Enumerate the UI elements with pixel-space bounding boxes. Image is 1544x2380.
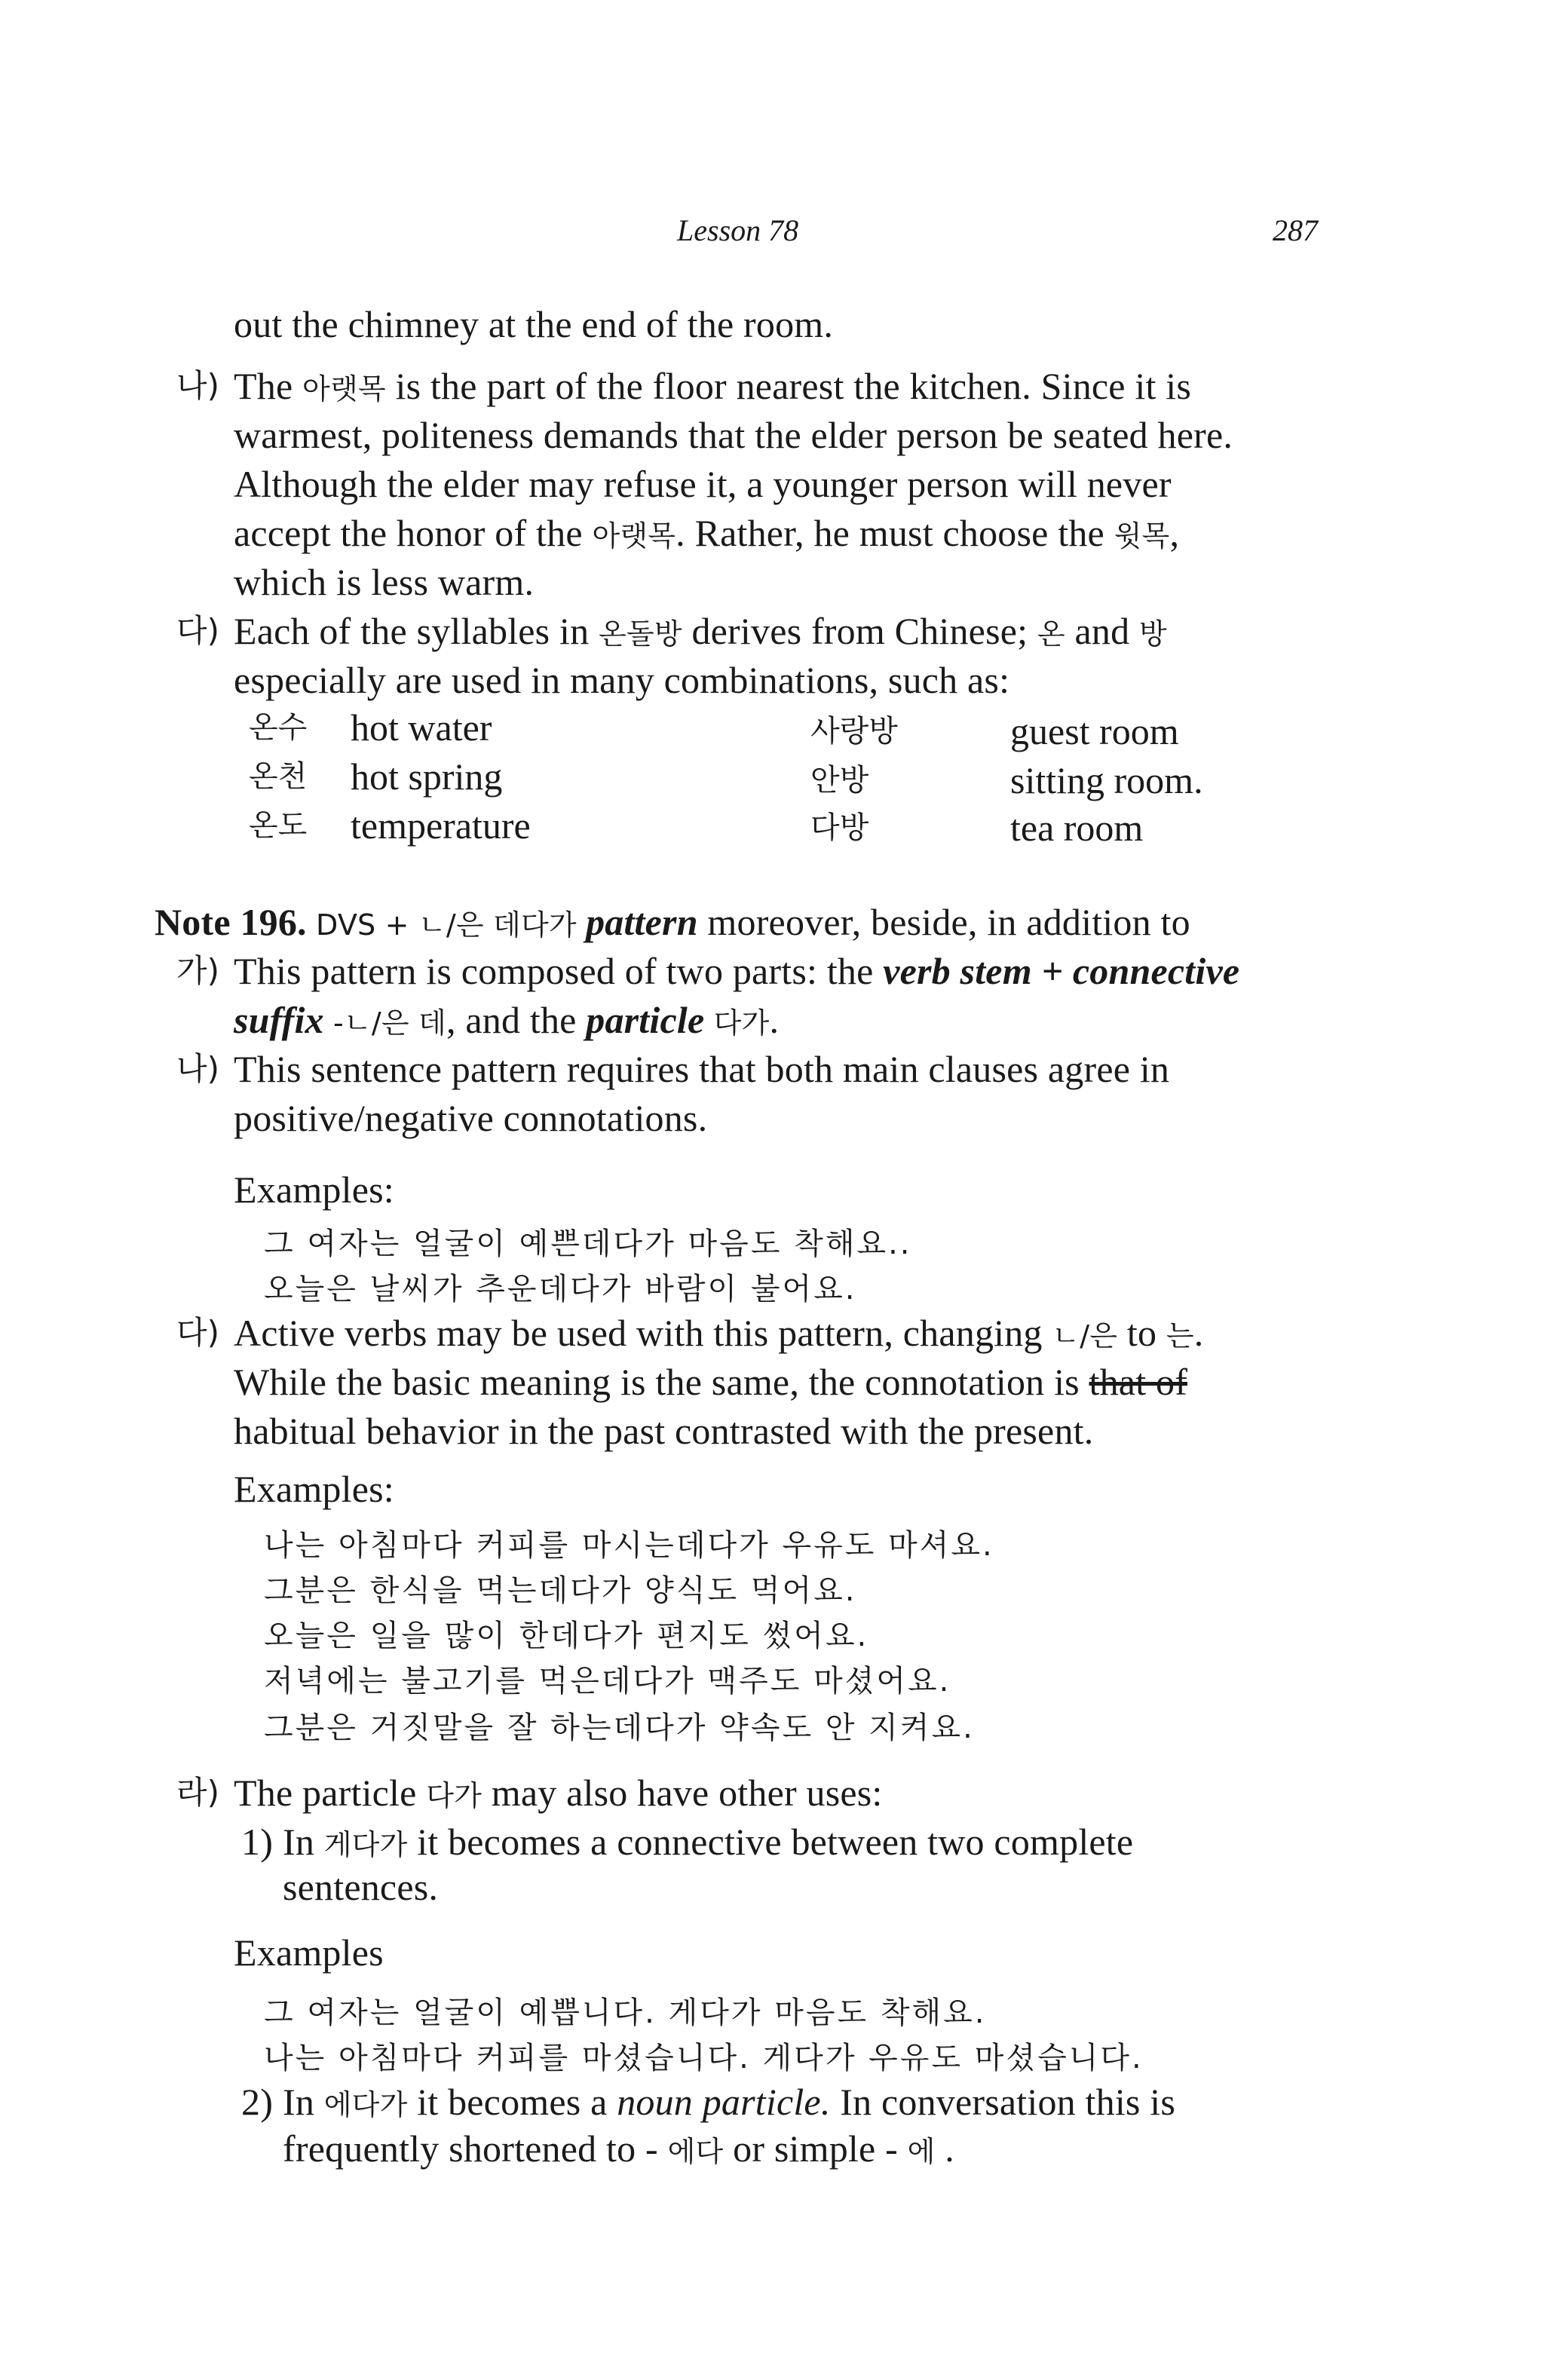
text-line: which is less warm. <box>234 561 535 603</box>
item-number: 1) <box>241 1821 274 1863</box>
text-line: While the basic meaning is the same, the connotation is that of <box>234 1361 1188 1403</box>
text-line: Active verbs may be used with this pattern, changing ㄴ/은 to 는. <box>234 1312 1204 1354</box>
text-line: In 에다가 it becomes a noun particle. In conversation this is <box>283 2081 1176 2123</box>
example-sentence: 그 여자는 얼굴이 예쁩니다. 게다가 마음도 착해요. <box>264 1996 987 2030</box>
section-marker: 나) <box>176 367 219 404</box>
examples-label: Examples: <box>234 1169 394 1211</box>
examples-label: Examples: <box>234 1468 394 1510</box>
running-head: Lesson 78 <box>677 213 799 247</box>
examples-label: Examples <box>234 1931 384 1974</box>
text-line: Each of the syllables in 온돌방 derives from Chinese; 온 and 방 <box>234 610 1167 652</box>
section-marker: 다) <box>176 612 219 649</box>
vocab-english: temperature <box>351 804 531 847</box>
section-marker: 다) <box>176 1314 219 1351</box>
section-marker: 라) <box>176 1774 219 1811</box>
text-line: This sentence pattern requires that both main clauses agree in <box>234 1048 1170 1090</box>
section-marker: 가) <box>176 952 219 989</box>
example-sentence: 그분은 한식을 먹는데다가 양식도 먹어요. <box>264 1573 857 1608</box>
page-number: 287 <box>1273 213 1318 247</box>
text-line: In 게다가 it becomes a connective between two complete <box>283 1821 1134 1863</box>
text-line: sentences. <box>283 1866 439 1908</box>
example-sentence: 그 여자는 얼굴이 예쁜데다가 마음도 착해요.. <box>264 1227 912 1261</box>
text-line: warmest, politeness demands that the elder person be seated here. <box>234 414 1233 456</box>
note-heading: Note 196. DVS + ㄴ/은 데다가 pattern moreover, beside, in addition to <box>155 901 1190 943</box>
text-line: frequently shortened to - 에다 or simple - 에 . <box>283 2127 954 2170</box>
vocab-english: hot water <box>351 706 492 749</box>
example-sentence: 그분은 거짓말을 잘 하는데다가 약속도 안 지켜요. <box>264 1711 975 1745</box>
example-sentence: 나는 아침마다 커피를 마시는데다가 우유도 마셔요. <box>264 1528 994 1563</box>
vocab-korean: 안방 <box>810 763 869 798</box>
section-marker: 나) <box>176 1050 219 1087</box>
text-line: suffix -ㄴ/은 데, and the particle 다가. <box>234 999 780 1041</box>
example-sentence: 저녁에는 불고기를 먹은데다가 맥주도 마셨어요. <box>264 1664 951 1698</box>
vocab-korean: 온수 <box>249 710 308 745</box>
text-line: especially are used in many combinations, such as: <box>234 659 1010 701</box>
vocab-english: sitting room. <box>1010 759 1203 801</box>
vocab-korean: 사랑방 <box>810 714 898 749</box>
text-line: habitual behavior in the past contrasted with the present. <box>234 1410 1094 1452</box>
text-line: positive/negative connotations. <box>234 1097 708 1139</box>
vocab-english: hot spring <box>351 755 503 798</box>
example-sentence: 오늘은 일을 많이 한데다가 편지도 썼어요. <box>264 1619 869 1653</box>
vocab-korean: 온천 <box>249 759 308 794</box>
text-line: The particle 다가 may also have other uses: <box>234 1772 883 1814</box>
vocab-korean: 다방 <box>810 810 869 845</box>
text-line: out the chimney at the end of the room. <box>234 303 834 345</box>
text-line: accept the honor of the 아랫목. Rather, he must choose the 윗목, <box>234 512 1180 554</box>
text-line: The 아랫목 is the part of the floor nearest the kitchen. Since it is <box>234 365 1192 407</box>
item-number: 2) <box>241 2081 274 2123</box>
example-sentence: 오늘은 날씨가 추운데다가 바람이 불어요. <box>264 1272 857 1306</box>
vocab-korean: 온도 <box>249 808 308 843</box>
text-line: This pattern is composed of two parts: the verb stem + connective <box>234 950 1240 992</box>
vocab-english: guest room <box>1010 710 1179 752</box>
example-sentence: 나는 아침마다 커피를 마셨습니다. 게다가 우유도 마셨습니다. <box>264 2041 1144 2075</box>
vocab-english: tea room <box>1010 807 1144 849</box>
text-line: Although the elder may refuse it, a younger person will never <box>234 463 1172 505</box>
